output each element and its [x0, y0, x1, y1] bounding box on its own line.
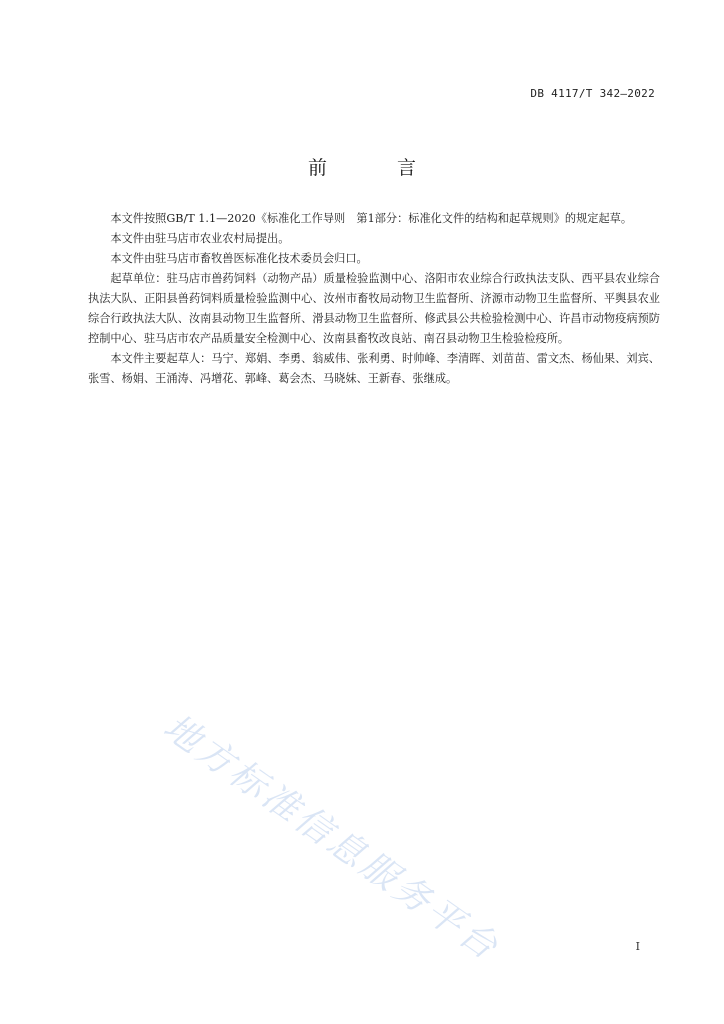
page-title: 前 言	[307, 157, 449, 179]
paragraph-proposer: 本文件由驻马店市农业农村局提出。	[110, 232, 290, 245]
page-number: I	[635, 940, 640, 953]
paragraph-drafting-units: 起草单位：驻马店市兽药饲料（动物产品）质量检验监测中心、洛阳市农业综合行政执法支队、西平县农业综合执法大队、正阳县兽药饲料质量检验监测中心、汝州市畜牧局动物卫生监督所、济源市动物卫生监督所、平舆县农业综合行政执法大队、汝南县动物卫生监督所、滑县动物卫生监督所、修武县公共检验检测中心、许昌市动物疫病预防控制中心、驻马店市农产品质量安全检测中心、汝南县畜牧改良站、南召县动物卫生检验检疫所。	[88, 272, 660, 345]
paragraph-drafters: 本文件主要起草人：马宁、郑娟、李勇、翁威伟、张利勇、时帅峰、李清晖、刘苗苗、雷文杰、杨仙果、刘宾、张雪、杨娟、王涌涛、冯增花、郭峰、葛会杰、马晓妹、王新春、张继成。	[88, 352, 660, 385]
paragraph-administrator: 本文件由驻马店市畜牧兽医标准化技术委员会归口。	[110, 252, 368, 265]
document-code: DB 4117/T 342—2022	[530, 87, 655, 100]
foreword-body	[88, 209, 660, 389]
paragraph-drafting-rules: 本文件按照GB/T 1.1—2020《标准化工作导则 第1部分：标准化文件的结构和起草规则》的规定起草。	[110, 212, 633, 225]
watermark: 地方标准信息服务平台	[155, 706, 508, 970]
